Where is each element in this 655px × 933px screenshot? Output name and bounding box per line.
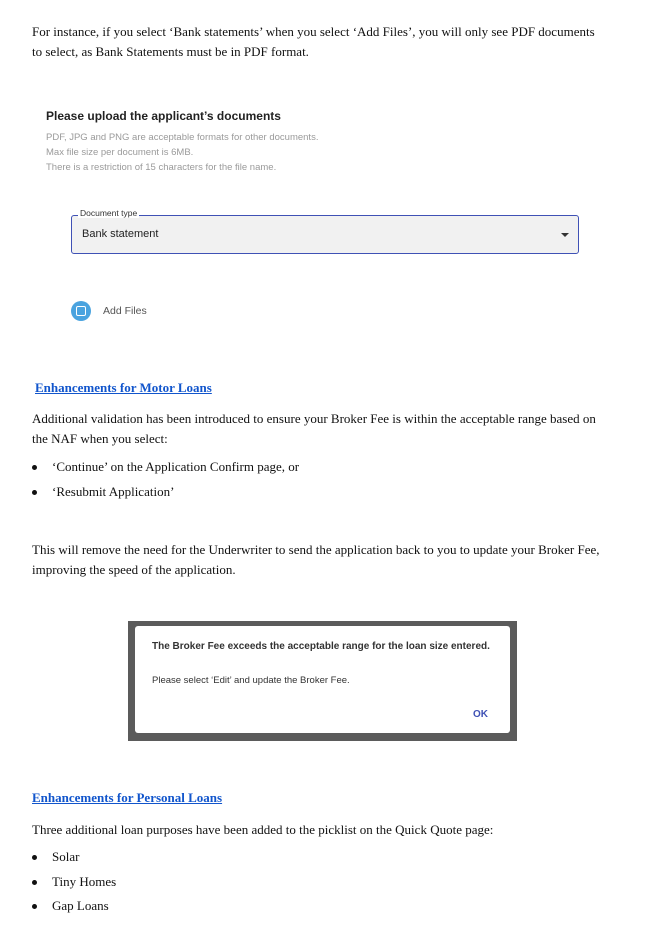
document-type-value: Bank statement xyxy=(82,228,159,240)
motor-paragraph xyxy=(32,409,632,449)
upload-title: Please upload the applicant’s documents xyxy=(46,109,281,123)
motor-para2-line-2: improving the speed of the application. xyxy=(32,562,236,577)
dialog-ok-button[interactable]: OK xyxy=(473,709,488,720)
motor-para-line-1: Additional validation has been introduced to ensure your Broker Fee is within the acceptable range based on xyxy=(32,411,596,426)
chevron-down-icon[interactable] xyxy=(561,233,569,237)
motor-bullet-1: ‘Continue’ on the Application Confirm page, or xyxy=(52,459,300,474)
document-type-label: Document type xyxy=(80,208,138,218)
motor-para-line-2: the NAF when you select: xyxy=(32,431,168,446)
bullet-icon xyxy=(32,904,37,909)
upload-panel xyxy=(32,100,622,340)
bullet-icon xyxy=(32,490,37,495)
personal-bullet-gap-loans: Gap Loans xyxy=(52,898,109,913)
motor-paragraph-2 xyxy=(32,540,632,580)
upload-note-formats: PDF, JPG and PNG are acceptable formats for other documents. xyxy=(46,132,319,143)
bullet-icon xyxy=(32,465,37,470)
personal-loans-heading[interactable]: Enhancements for Personal Loans xyxy=(32,790,223,805)
broker-fee-dialog-screenshot xyxy=(128,621,517,741)
bullet-icon xyxy=(32,855,37,860)
dialog-body: Please select ‘Edit’ and update the Broker Fee. xyxy=(152,675,350,686)
intro-line-1: For instance, if you select ‘Bank statements’ when you select ‘Add Files’, you will only see PDF documents xyxy=(32,24,595,39)
intro-paragraph xyxy=(32,22,632,62)
intro-line-2: to select, as Bank Statements must be in PDF format. xyxy=(32,44,309,59)
motor-bullet-2: ‘Resubmit Application’ xyxy=(52,484,175,499)
upload-note-filename: There is a restriction of 15 characters for the file name. xyxy=(46,162,277,173)
bullet-icon xyxy=(32,880,37,885)
personal-bullet-solar: Solar xyxy=(52,849,80,864)
upload-note-size: Max file size per document is 6MB. xyxy=(46,147,194,158)
personal-bullet-tiny-homes: Tiny Homes xyxy=(52,874,117,889)
add-files-icon xyxy=(71,301,91,321)
motor-loans-heading[interactable]: Enhancements for Motor Loans xyxy=(35,380,212,395)
upload-notes xyxy=(46,130,318,175)
add-files-button[interactable] xyxy=(71,300,171,322)
dialog-title: The Broker Fee exceeds the acceptable range for the loan size entered. xyxy=(152,641,490,652)
personal-paragraph: Three additional loan purposes have been added to the picklist on the Quick Quote page: xyxy=(32,822,494,837)
motor-para2-line-1: This will remove the need for the Underwriter to send the application back to you to update your Broker Fee, xyxy=(32,542,600,557)
broker-fee-dialog xyxy=(135,626,510,733)
add-files-label: Add Files xyxy=(103,305,147,317)
document-type-select[interactable] xyxy=(71,215,579,254)
